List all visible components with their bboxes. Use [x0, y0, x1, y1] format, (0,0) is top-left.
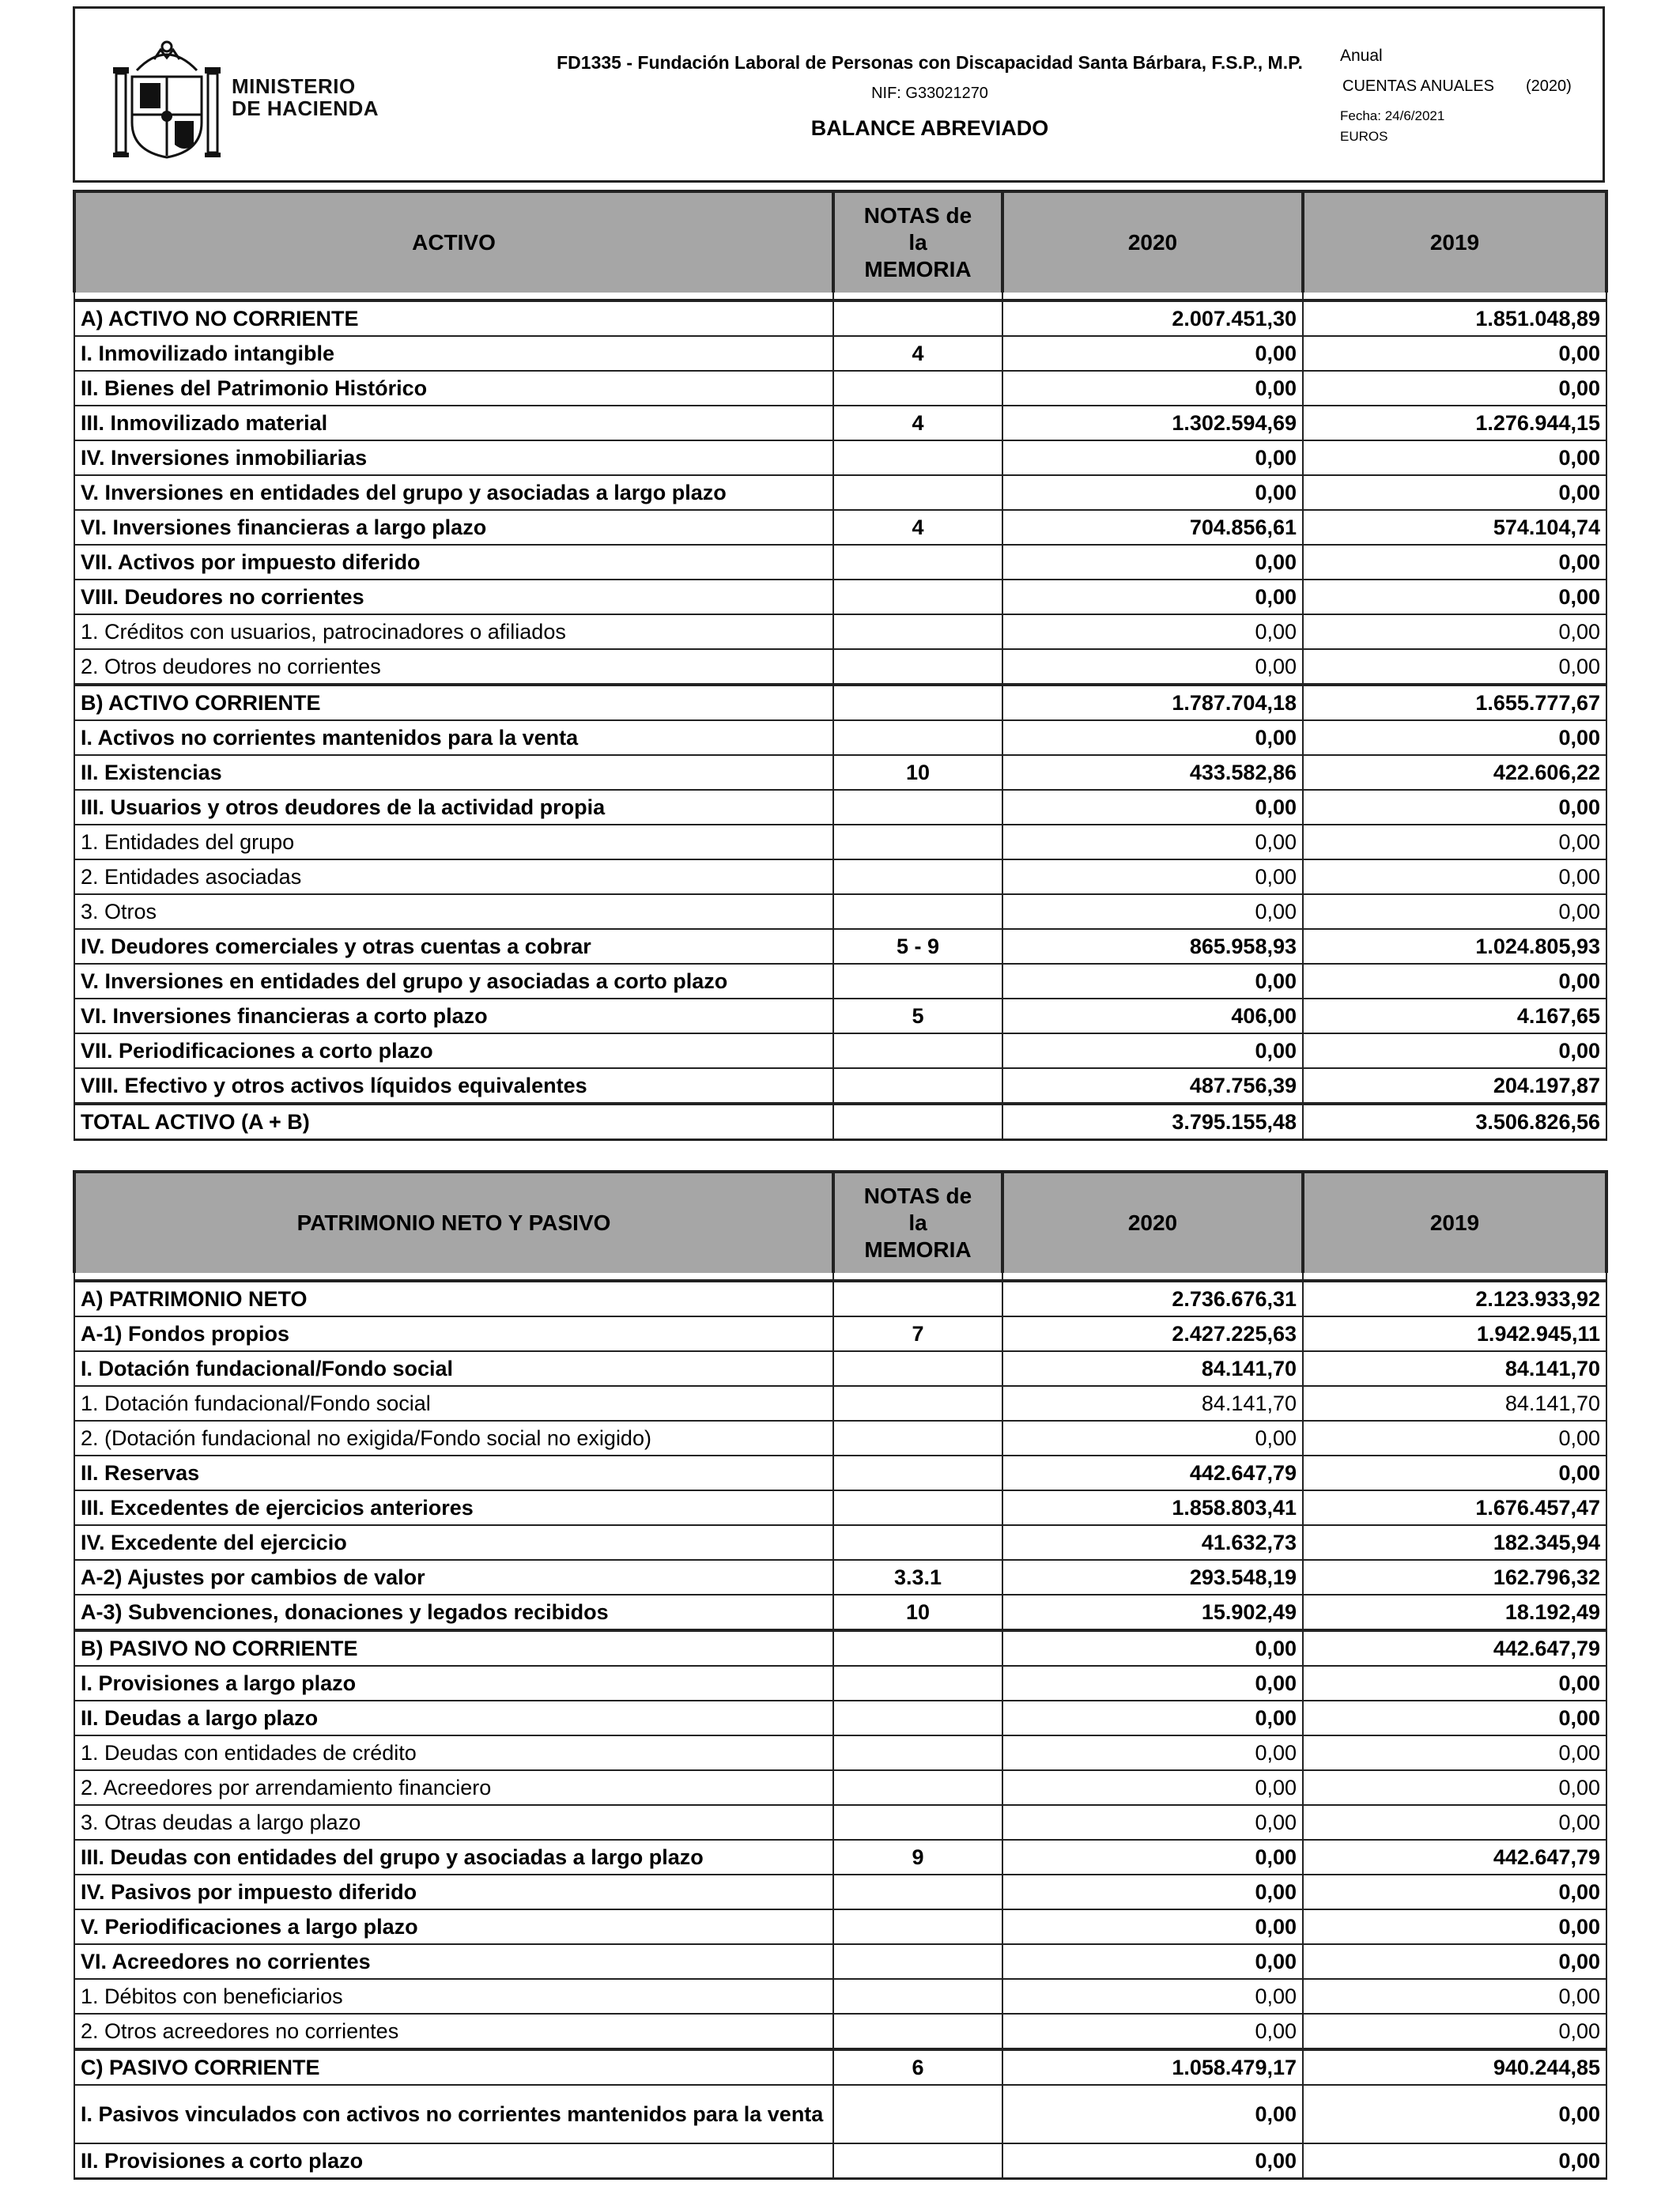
row-label: 1. Deudas con entidades de crédito — [74, 1735, 833, 1770]
row-notas — [833, 614, 1002, 649]
table-row — [74, 1068, 1606, 1104]
row-notas — [833, 1909, 1002, 1944]
row-value-2020: 0,00 — [1002, 1909, 1303, 1944]
table-row — [74, 1701, 1606, 1735]
row-label: A-1) Fondos propios — [74, 1316, 833, 1351]
row-notas — [833, 1525, 1002, 1560]
row-value-2020: 0,00 — [1002, 1630, 1303, 1666]
row-value-2019: 0,00 — [1303, 649, 1606, 685]
col-header-2020: 2020 — [1002, 191, 1303, 293]
row-notas: 4 — [833, 336, 1002, 371]
table-row — [74, 1560, 1606, 1595]
row-label: C) PASIVO CORRIENTE — [74, 2049, 833, 2085]
row-value-2020: 0,00 — [1002, 2143, 1303, 2179]
table-row — [74, 510, 1606, 545]
table-row — [74, 1386, 1606, 1421]
row-value-2020: 0,00 — [1002, 440, 1303, 475]
row-value-2019: 1.655.777,67 — [1303, 685, 1606, 720]
row-notas — [833, 440, 1002, 475]
row-label: II. Reservas — [74, 1456, 833, 1490]
row-notas — [833, 649, 1002, 685]
table-row — [74, 1840, 1606, 1875]
row-label: 2. Entidades asociadas — [74, 859, 833, 894]
row-label: 1. Débitos con beneficiarios — [74, 1979, 833, 2014]
row-value-2020: 0,00 — [1002, 1875, 1303, 1909]
row-value-2019: 0,00 — [1303, 1944, 1606, 1979]
row-value-2020: 406,00 — [1002, 999, 1303, 1033]
row-value-2019: 0,00 — [1303, 790, 1606, 825]
header-gap — [74, 293, 1606, 300]
table-row — [74, 1666, 1606, 1701]
row-value-2020: 0,00 — [1002, 1033, 1303, 1068]
row-label: A) ACTIVO NO CORRIENTE — [74, 300, 833, 336]
row-notas — [833, 1666, 1002, 1701]
row-label: III. Usuarios y otros deudores de la actividad propia — [74, 790, 833, 825]
row-value-2020: 0,00 — [1002, 1944, 1303, 1979]
col-header-2020: 2020 — [1002, 1172, 1303, 1273]
table-row — [74, 1316, 1606, 1351]
table-row — [74, 790, 1606, 825]
table-row — [74, 1421, 1606, 1456]
activo-rows — [74, 300, 1606, 1140]
row-notas — [833, 1351, 1002, 1386]
row-value-2019: 1.276.944,15 — [1303, 406, 1606, 440]
row-value-2019: 0,00 — [1303, 1735, 1606, 1770]
row-notas — [833, 1630, 1002, 1666]
row-value-2019: 0,00 — [1303, 440, 1606, 475]
row-value-2019: 442.647,79 — [1303, 1840, 1606, 1875]
row-notas — [833, 580, 1002, 614]
row-notas: 7 — [833, 1316, 1002, 1351]
row-label: VI. Inversiones financieras a largo plazo — [74, 510, 833, 545]
row-value-2019: 4.167,65 — [1303, 999, 1606, 1033]
row-notas — [833, 1979, 1002, 2014]
row-label: I. Provisiones a largo plazo — [74, 1666, 833, 1701]
row-value-2019: 0,00 — [1303, 720, 1606, 755]
row-value-2020: 1.058.479,17 — [1002, 2049, 1303, 2085]
row-value-2020: 704.856,61 — [1002, 510, 1303, 545]
row-value-2020: 0,00 — [1002, 1840, 1303, 1875]
row-notas — [833, 1104, 1002, 1140]
row-value-2020: 3.795.155,48 — [1002, 1104, 1303, 1140]
row-notas: 4 — [833, 406, 1002, 440]
row-value-2019: 0,00 — [1303, 1033, 1606, 1068]
ministry-line-1: MINISTERIO — [232, 74, 356, 98]
row-label: III. Inmovilizado material — [74, 406, 833, 440]
row-value-2020: 0,00 — [1002, 1666, 1303, 1701]
row-value-2019: 0,00 — [1303, 1701, 1606, 1735]
row-label: B) ACTIVO CORRIENTE — [74, 685, 833, 720]
row-label: II. Existencias — [74, 755, 833, 790]
row-notas: 10 — [833, 1595, 1002, 1630]
row-notas — [833, 1490, 1002, 1525]
table-row — [74, 894, 1606, 929]
row-value-2020: 487.756,39 — [1002, 1068, 1303, 1104]
table-row — [74, 1033, 1606, 1068]
row-value-2019: 0,00 — [1303, 336, 1606, 371]
row-label: TOTAL ACTIVO (A + B) — [74, 1104, 833, 1140]
row-value-2019: 0,00 — [1303, 2085, 1606, 2143]
entity-name: FD1335 - Fundación Laboral de Personas con Discapacidad Santa Bárbara, F.S.P., M.P. — [557, 52, 1303, 73]
row-value-2020: 0,00 — [1002, 1421, 1303, 1456]
table-row — [74, 614, 1606, 649]
table-row — [74, 1351, 1606, 1386]
row-label: 2. (Dotación fundacional no exigida/Fondo social no exigido) — [74, 1421, 833, 1456]
row-value-2020: 0,00 — [1002, 614, 1303, 649]
row-label: A-2) Ajustes por cambios de valor — [74, 1560, 833, 1595]
activo-table — [73, 190, 1608, 1141]
row-notas: 3.3.1 — [833, 1560, 1002, 1595]
row-value-2019: 204.197,87 — [1303, 1068, 1606, 1104]
row-label: III. Deudas con entidades del grupo y asociadas a largo plazo — [74, 1840, 833, 1875]
row-label: VIII. Deudores no corrientes — [74, 580, 833, 614]
row-value-2019: 84.141,70 — [1303, 1386, 1606, 1421]
table-row — [74, 2085, 1606, 2143]
row-value-2019: 0,00 — [1303, 614, 1606, 649]
row-value-2020: 0,00 — [1002, 649, 1303, 685]
row-value-2020: 1.302.594,69 — [1002, 406, 1303, 440]
row-notas — [833, 371, 1002, 406]
row-notas — [833, 720, 1002, 755]
row-value-2020: 84.141,70 — [1002, 1386, 1303, 1421]
row-label: 3. Otras deudas a largo plazo — [74, 1805, 833, 1840]
table-row — [74, 720, 1606, 755]
row-value-2019: 0,00 — [1303, 2143, 1606, 2179]
report-header — [73, 6, 1605, 183]
cuentas-label: CUENTAS ANUALES — [1342, 77, 1494, 95]
row-value-2019: 0,00 — [1303, 894, 1606, 929]
row-notas — [833, 475, 1002, 510]
row-notas — [833, 790, 1002, 825]
table-row — [74, 1735, 1606, 1770]
table-row — [74, 336, 1606, 371]
table-row — [74, 2014, 1606, 2049]
row-label: I. Activos no corrientes mantenidos para la venta — [74, 720, 833, 755]
row-label: V. Inversiones en entidades del grupo y asociadas a largo plazo — [74, 475, 833, 510]
row-value-2020: 2.427.225,63 — [1002, 1316, 1303, 1351]
row-label: II. Bienes del Patrimonio Histórico — [74, 371, 833, 406]
row-label: V. Periodificaciones a largo plazo — [74, 1909, 833, 1944]
row-value-2020: 0,00 — [1002, 964, 1303, 999]
row-value-2019: 0,00 — [1303, 1666, 1606, 1701]
col-header-notas — [833, 191, 1002, 293]
table-row — [74, 1805, 1606, 1840]
row-value-2020: 442.647,79 — [1002, 1456, 1303, 1490]
row-value-2020: 2.736.676,31 — [1002, 1281, 1303, 1316]
row-value-2020: 2.007.451,30 — [1002, 300, 1303, 336]
row-label: IV. Deudores comerciales y otras cuentas a cobrar — [74, 929, 833, 964]
row-label: B) PASIVO NO CORRIENTE — [74, 1630, 833, 1666]
row-value-2019: 0,00 — [1303, 1909, 1606, 1944]
row-notas: 5 — [833, 999, 1002, 1033]
report-title: BALANCE ABREVIADO — [810, 116, 1049, 140]
row-value-2019: 3.506.826,56 — [1303, 1104, 1606, 1140]
pasivo-table — [73, 1170, 1608, 2180]
date-label: Fecha: 24/6/2021 — [1340, 108, 1445, 123]
row-value-2019: 574.104,74 — [1303, 510, 1606, 545]
row-value-2020: 0,00 — [1002, 336, 1303, 371]
pasivo-rows — [74, 1281, 1606, 2179]
row-value-2019: 0,00 — [1303, 1421, 1606, 1456]
row-value-2019: 84.141,70 — [1303, 1351, 1606, 1386]
row-value-2020: 0,00 — [1002, 1979, 1303, 2014]
row-notas — [833, 964, 1002, 999]
row-value-2019: 0,00 — [1303, 964, 1606, 999]
row-label: VIII. Efectivo y otros activos líquidos equivalentes — [74, 1068, 833, 1104]
row-value-2020: 84.141,70 — [1002, 1351, 1303, 1386]
row-label: IV. Excedente del ejercicio — [74, 1525, 833, 1560]
row-notas — [833, 1770, 1002, 1805]
row-notas — [833, 894, 1002, 929]
row-value-2020: 0,00 — [1002, 2085, 1303, 2143]
cuentas-year: (2020) — [1526, 77, 1572, 95]
row-label: 1. Dotación fundacional/Fondo social — [74, 1386, 833, 1421]
row-notas — [833, 1735, 1002, 1770]
row-value-2019: 2.123.933,92 — [1303, 1281, 1606, 1316]
row-value-2019: 162.796,32 — [1303, 1560, 1606, 1595]
row-value-2019: 0,00 — [1303, 580, 1606, 614]
row-value-2019: 0,00 — [1303, 1456, 1606, 1490]
row-notas — [833, 300, 1002, 336]
row-value-2019: 0,00 — [1303, 825, 1606, 859]
table-row — [74, 825, 1606, 859]
header-gap — [74, 1273, 1606, 1281]
table-row — [74, 406, 1606, 440]
notas-header-text: NOTAS de la MEMORIA — [863, 1184, 972, 1262]
row-label: II. Provisiones a corto plazo — [74, 2143, 833, 2179]
row-value-2019: 0,00 — [1303, 475, 1606, 510]
row-label: I. Inmovilizado intangible — [74, 336, 833, 371]
row-value-2019: 18.192,49 — [1303, 1595, 1606, 1630]
table-row — [74, 859, 1606, 894]
row-notas — [833, 1701, 1002, 1735]
row-value-2019: 940.244,85 — [1303, 2049, 1606, 2085]
row-value-2020: 0,00 — [1002, 720, 1303, 755]
row-notas — [833, 2014, 1002, 2049]
row-value-2020: 0,00 — [1002, 825, 1303, 859]
row-value-2020: 0,00 — [1002, 790, 1303, 825]
row-notas — [833, 859, 1002, 894]
row-notas — [833, 1281, 1002, 1316]
row-value-2019: 0,00 — [1303, 1875, 1606, 1909]
row-value-2019: 182.345,94 — [1303, 1525, 1606, 1560]
row-value-2019: 0,00 — [1303, 2014, 1606, 2049]
table-row — [74, 1595, 1606, 1630]
table-row — [74, 755, 1606, 790]
row-value-2019: 0,00 — [1303, 859, 1606, 894]
table-row — [74, 1525, 1606, 1560]
table-row — [74, 545, 1606, 580]
row-label: 2. Otros deudores no corrientes — [74, 649, 833, 685]
ministry-name — [232, 75, 379, 119]
row-value-2019: 0,00 — [1303, 1979, 1606, 2014]
row-notas — [833, 1421, 1002, 1456]
col-header-2019: 2019 — [1303, 1172, 1606, 1273]
row-label: 2. Acreedores por arrendamiento financiero — [74, 1770, 833, 1805]
row-notas — [833, 685, 1002, 720]
table-row — [74, 300, 1606, 336]
period-label: Anual — [1340, 47, 1383, 65]
row-label: IV. Pasivos por impuesto diferido — [74, 1875, 833, 1909]
row-label: II. Deudas a largo plazo — [74, 1701, 833, 1735]
row-value-2020: 433.582,86 — [1002, 755, 1303, 790]
table-row — [74, 685, 1606, 720]
table-row — [74, 929, 1606, 964]
table-row — [74, 2049, 1606, 2085]
row-value-2019: 1.676.457,47 — [1303, 1490, 1606, 1525]
table-row — [74, 1979, 1606, 2014]
pasivo-header-row — [74, 1172, 1606, 1273]
row-value-2020: 1.858.803,41 — [1002, 1490, 1303, 1525]
row-value-2020: 0,00 — [1002, 1735, 1303, 1770]
table-row — [74, 1104, 1606, 1140]
row-value-2020: 15.902,49 — [1002, 1595, 1303, 1630]
row-notas — [833, 825, 1002, 859]
row-label: VII. Periodificaciones a corto plazo — [74, 1033, 833, 1068]
row-label: A) PATRIMONIO NETO — [74, 1281, 833, 1316]
row-notas — [833, 1068, 1002, 1104]
row-label: VI. Inversiones financieras a corto plazo — [74, 999, 833, 1033]
row-notas: 5 - 9 — [833, 929, 1002, 964]
row-notas — [833, 1033, 1002, 1068]
col-header-notas — [833, 1172, 1002, 1273]
nif: NIF: G33021270 — [871, 85, 988, 102]
row-label: III. Excedentes de ejercicios anteriores — [74, 1490, 833, 1525]
row-value-2019: 0,00 — [1303, 371, 1606, 406]
row-notas — [833, 545, 1002, 580]
row-value-2020: 0,00 — [1002, 475, 1303, 510]
table-row — [74, 964, 1606, 999]
table-row — [74, 371, 1606, 406]
row-value-2020: 0,00 — [1002, 894, 1303, 929]
row-notas — [833, 1456, 1002, 1490]
table-row — [74, 1281, 1606, 1316]
currency-label: EUROS — [1340, 129, 1388, 144]
row-notas: 9 — [833, 1840, 1002, 1875]
row-value-2019: 1.851.048,89 — [1303, 300, 1606, 336]
row-label: V. Inversiones en entidades del grupo y asociadas a corto plazo — [74, 964, 833, 999]
table-row — [74, 1944, 1606, 1979]
table-row — [74, 1456, 1606, 1490]
row-label: 1. Entidades del grupo — [74, 825, 833, 859]
table-row — [74, 999, 1606, 1033]
row-notas — [833, 2085, 1002, 2143]
row-label: A-3) Subvenciones, donaciones y legados recibidos — [74, 1595, 833, 1630]
row-notas — [833, 1944, 1002, 1979]
row-value-2020: 0,00 — [1002, 2014, 1303, 2049]
col-header-label: PATRIMONIO NETO Y PASIVO — [74, 1172, 833, 1273]
table-row — [74, 580, 1606, 614]
row-label: I. Dotación fundacional/Fondo social — [74, 1351, 833, 1386]
row-value-2020: 41.632,73 — [1002, 1525, 1303, 1560]
row-notas — [833, 1875, 1002, 1909]
row-value-2020: 0,00 — [1002, 859, 1303, 894]
row-label: 2. Otros acreedores no corrientes — [74, 2014, 833, 2049]
row-notas — [833, 2143, 1002, 2179]
table-row — [74, 440, 1606, 475]
row-value-2019: 442.647,79 — [1303, 1630, 1606, 1666]
row-value-2019: 1.942.945,11 — [1303, 1316, 1606, 1351]
row-label: 1. Créditos con usuarios, patrocinadores o afiliados — [74, 614, 833, 649]
row-label: 3. Otros — [74, 894, 833, 929]
row-notas — [833, 1386, 1002, 1421]
row-value-2020: 0,00 — [1002, 580, 1303, 614]
row-value-2019: 422.606,22 — [1303, 755, 1606, 790]
row-value-2020: 0,00 — [1002, 371, 1303, 406]
row-label: VII. Activos por impuesto diferido — [74, 545, 833, 580]
table-row — [74, 475, 1606, 510]
ministry-line-2: DE HACIENDA — [232, 96, 379, 120]
col-header-2019: 2019 — [1303, 191, 1606, 293]
row-notas — [833, 1805, 1002, 1840]
table-row — [74, 1490, 1606, 1525]
row-notas: 10 — [833, 755, 1002, 790]
row-value-2020: 293.548,19 — [1002, 1560, 1303, 1595]
row-label: IV. Inversiones inmobiliarias — [74, 440, 833, 475]
table-row — [74, 1909, 1606, 1944]
row-value-2020: 0,00 — [1002, 545, 1303, 580]
row-value-2020: 865.958,93 — [1002, 929, 1303, 964]
row-label: VI. Acreedores no corrientes — [74, 1944, 833, 1979]
table-row — [74, 2143, 1606, 2179]
table-row — [74, 1875, 1606, 1909]
row-label: I. Pasivos vinculados con activos no corrientes mantenidos para la venta — [74, 2085, 833, 2143]
table-row — [74, 1630, 1606, 1666]
row-value-2019: 0,00 — [1303, 1770, 1606, 1805]
row-value-2020: 0,00 — [1002, 1805, 1303, 1840]
row-value-2019: 0,00 — [1303, 545, 1606, 580]
row-value-2020: 0,00 — [1002, 1770, 1303, 1805]
row-value-2020: 0,00 — [1002, 1701, 1303, 1735]
row-value-2019: 0,00 — [1303, 1805, 1606, 1840]
col-header-label: ACTIVO — [74, 191, 833, 293]
table-row — [74, 649, 1606, 685]
table-row — [74, 1770, 1606, 1805]
row-notas: 4 — [833, 510, 1002, 545]
row-value-2020: 1.787.704,18 — [1002, 685, 1303, 720]
row-value-2019: 1.024.805,93 — [1303, 929, 1606, 964]
row-notas: 6 — [833, 2049, 1002, 2085]
activo-header-row — [74, 191, 1606, 293]
notas-header-text: NOTAS de la MEMORIA — [863, 203, 972, 281]
